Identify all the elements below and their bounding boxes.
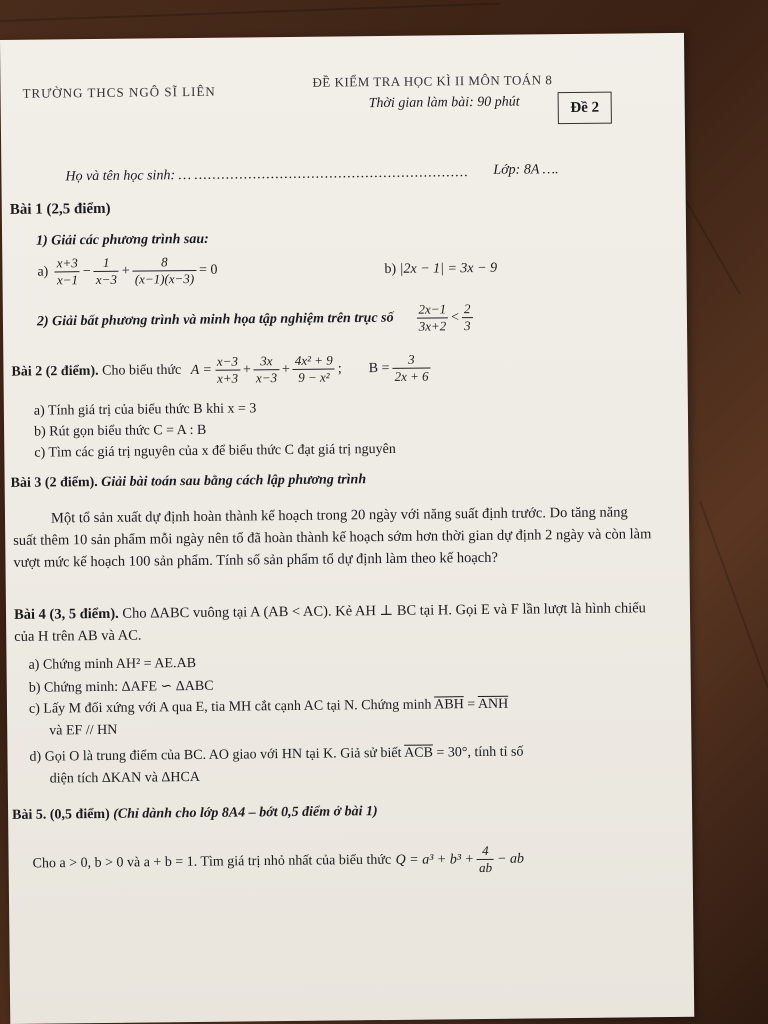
bai3-header: Bài 3 (2 điểm). Giải bài toán sau bằng cách lập phương trình (10, 472, 367, 491)
angle-anh: $\overline{ANH}$ (477, 696, 509, 713)
fraction: $\frac{1}{x-3}$ (94, 255, 119, 288)
fraction: $\frac{3}{2x + 6}$ (392, 352, 430, 385)
bai1-q1: 1) Giải các phương trình sau: (36, 231, 209, 249)
fraction: $\frac{x+3}{x-1}$ (55, 255, 80, 288)
fraction: $\frac{4}{ab}$ (477, 843, 494, 876)
class-label: Lớp: 8A …. (493, 162, 559, 178)
bai5-header: Bài 5. (0,5 điểm) (Chỉ dành cho lớp 8A4 – bớt 0,5 điểm ở bài 1) (12, 804, 378, 823)
bai5-body: Cho a > 0, b > 0 và a + b = 1. Tìm giá trị nhỏ nhất của biểu thức Q = a³ + b³ + $\frac{4}{ab}$ − ab (32, 842, 525, 876)
bai4-c: c) Lấy M đối xứng với A qua E, tia MH cắt cạnh AC tại N. Chứng minh $\overline{ABH} = \overline{ANH}$ (28, 696, 509, 717)
bai4-b: b) Chứng minh: ΔAFE ∽ ΔABC (28, 678, 214, 696)
exam-version: Đề 2 (570, 99, 600, 116)
student-name-line (65, 165, 469, 185)
exam-time: Thời gian làm bài: 90 phút (368, 94, 520, 112)
exam-version-box (558, 92, 612, 125)
angle-acb: $\overline{ACB}$ (404, 745, 434, 761)
bai2-b: b) Rút gọn biểu thức C = A : B (34, 422, 207, 440)
bai2-c: c) Tìm các giá trị nguyên của x để biểu thức C đạt giá trị nguyên (34, 441, 396, 461)
angle-abh: $\overline{ABH}$ (434, 697, 464, 713)
fraction: $\frac{3x}{x-3}$ (254, 353, 279, 386)
student-name-label: Họ và tên học sinh: … (65, 168, 192, 185)
bai1-title: Bài 1 (2,5 điểm) (9, 200, 111, 218)
bai1-q2: 2) Giải bất phương trình và minh họa tập nghiệm trên trục số $\frac{2x-1}{3x+2}$ < $\frac{2}{3}$ (37, 301, 475, 339)
bai2-header: Bài 2 (2 điểm). Cho biểu thức A = $\frac{x-3}{x+3}$ + $\frac{3x}{x-3}$ + $\frac{\text{4x² + 9}}{\text{9 − x²}}$ ; B = $\frac{3}{2x + 6}$ (11, 351, 432, 388)
bai1-a-label: a) (37, 264, 49, 280)
student-name-dots: ............................................................. (194, 165, 470, 183)
fraction: $\frac{x-3}{x+3}$ (215, 354, 240, 387)
bai2-a: a) Tính giá trị của biểu thức B khi x = 3 (33, 401, 257, 419)
bai1-eq-a: a) $\frac{x+3}{x-1}$ − $\frac{1}{x-3}$ + $\frac{8}{(x-1)(x-3)}$ = 0 (37, 254, 218, 288)
exam-paper (0, 33, 694, 1024)
fraction: $\frac{2x-1}{3x+2}$ (416, 301, 448, 334)
fraction: $\frac{2}{3}$ (462, 301, 473, 334)
school-name: TRƯỜNG THCS NGÔ SĨ LIÊN (22, 83, 216, 101)
fraction: $\frac{8}{(x-1)(x-3)}$ (133, 254, 197, 288)
bai4-d2: diện tích ΔKAN và ΔHCA (49, 769, 201, 787)
bai4-d: d) Gọi O là trung điểm của BC. AO giao với HN tại K. Giả sử biết $\overline{ACB} = 30^\circ$, tính tỉ số (29, 744, 524, 765)
bai4-intro: Bài 4 (3, 5 điểm). Cho ΔABC vuông tại A (AB < AC). Kẻ AH ⊥ BC tại H. Gọi E và F lần lượt là hình chiếu của H trên AB và AC. (13, 600, 646, 645)
bai4-c2: và EF // HN (49, 722, 118, 739)
bai3-body: Một tổ sản xuất dự định hoàn thành kế hoạch trong 20 ngày với năng suất định trước. Do tăng năng suất thêm 10 sản phẩm mỗi ngày nên tổ đã hoàn thành kế hoạch sớm hơn thời gian dự định 2 ngày và còn làm vượt mức kế hoạch 100 sản phẩm. Tính số sản phẩm tổ dự định làm theo kế hoạch? (13, 504, 652, 571)
fraction: $\frac{\text{4x² + 9}}{\text{9 − x²}}$ (293, 353, 335, 386)
bai4-a: a) Chứng minh AH² = AE.AB (28, 655, 197, 673)
exam-title: ĐỀ KIỂM TRA HỌC KÌ II MÔN TOÁN 8 (312, 72, 553, 90)
bai1-eq-b: b) |2x − 1| = 3x − 9 (384, 260, 498, 277)
